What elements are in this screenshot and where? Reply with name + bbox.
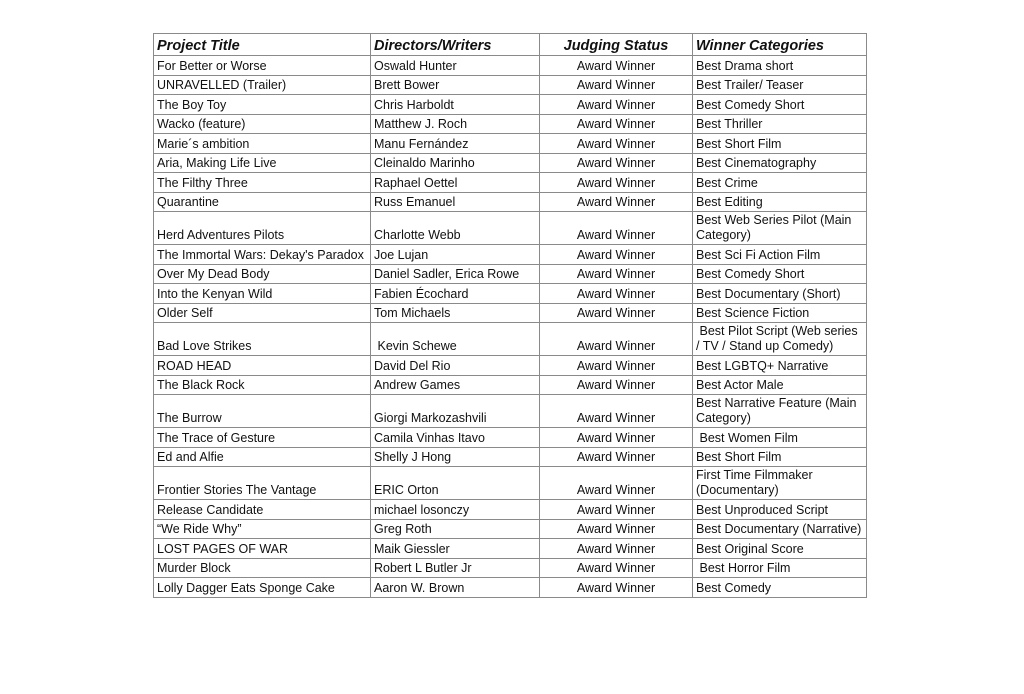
cell-project-title: Aria, Making Life Live: [154, 153, 371, 173]
cell-project-title: Lolly Dagger Eats Sponge Cake: [154, 578, 371, 598]
cell-director: Aaron W. Brown: [371, 578, 540, 598]
table-row: [154, 95, 867, 115]
cell-judging-status: Award Winner: [540, 558, 693, 578]
table-row: [154, 558, 867, 578]
cell-winner-category: Best Comedy Short: [693, 95, 867, 115]
table-row: [154, 539, 867, 559]
table-row: [154, 323, 867, 356]
cell-winner-category: Best Actor Male: [693, 375, 867, 395]
cell-project-title: Frontier Stories The Vantage: [154, 467, 371, 500]
cell-winner-category: Best Women Film: [693, 428, 867, 448]
cell-judging-status: Award Winner: [540, 500, 693, 520]
table-row: [154, 212, 867, 245]
cell-director: Brett Bower: [371, 75, 540, 95]
cell-judging-status: Award Winner: [540, 447, 693, 467]
cell-judging-status: Award Winner: [540, 578, 693, 598]
cell-winner-category: Best Comedy Short: [693, 264, 867, 284]
cell-winner-category: Best Comedy: [693, 578, 867, 598]
cell-winner-category: Best LGBTQ+ Narrative: [693, 356, 867, 376]
cell-winner-category: Best Original Score: [693, 539, 867, 559]
cell-director: Charlotte Webb: [371, 212, 540, 245]
cell-project-title: Wacko (feature): [154, 114, 371, 134]
cell-project-title: The Immortal Wars: Dekay's Paradox: [154, 245, 371, 265]
cell-winner-category: Best Unproduced Script: [693, 500, 867, 520]
cell-winner-category: Best Short Film: [693, 134, 867, 154]
cell-judging-status: Award Winner: [540, 56, 693, 76]
cell-director: David Del Rio: [371, 356, 540, 376]
cell-judging-status: Award Winner: [540, 212, 693, 245]
cell-judging-status: Award Winner: [540, 467, 693, 500]
table-row: [154, 114, 867, 134]
table-row: [154, 264, 867, 284]
cell-project-title: The Black Rock: [154, 375, 371, 395]
cell-judging-status: Award Winner: [540, 428, 693, 448]
header-judging-status: Judging Status: [540, 34, 693, 56]
table-row: [154, 375, 867, 395]
table-row: [154, 75, 867, 95]
cell-judging-status: Award Winner: [540, 75, 693, 95]
cell-judging-status: Award Winner: [540, 153, 693, 173]
cell-director: Oswald Hunter: [371, 56, 540, 76]
table-row: [154, 303, 867, 323]
cell-director: Russ Emanuel: [371, 192, 540, 212]
table-row: [154, 284, 867, 304]
cell-director: ERIC Orton: [371, 467, 540, 500]
cell-project-title: Bad Love Strikes: [154, 323, 371, 356]
cell-winner-category: First Time Filmmaker (Documentary): [693, 467, 867, 500]
cell-winner-category: Best Cinematography: [693, 153, 867, 173]
table-row: [154, 56, 867, 76]
cell-project-title: Herd Adventures Pilots: [154, 212, 371, 245]
table-row: [154, 578, 867, 598]
cell-director: Joe Lujan: [371, 245, 540, 265]
cell-director: Cleinaldo Marinho: [371, 153, 540, 173]
cell-winner-category: Best Narrative Feature (Main Category): [693, 395, 867, 428]
cell-director: Shelly J Hong: [371, 447, 540, 467]
table-row: [154, 467, 867, 500]
cell-winner-category: Best Science Fiction: [693, 303, 867, 323]
cell-project-title: Murder Block: [154, 558, 371, 578]
cell-judging-status: Award Winner: [540, 539, 693, 559]
cell-director: Camila Vinhas Itavo: [371, 428, 540, 448]
cell-project-title: The Burrow: [154, 395, 371, 428]
table-row: [154, 173, 867, 193]
cell-project-title: “We Ride Why”: [154, 519, 371, 539]
cell-project-title: Quarantine: [154, 192, 371, 212]
cell-judging-status: Award Winner: [540, 375, 693, 395]
table-row: [154, 519, 867, 539]
cell-project-title: For Better or Worse: [154, 56, 371, 76]
cell-director: Chris Harboldt: [371, 95, 540, 115]
cell-director: Manu Fernández: [371, 134, 540, 154]
table-row: [154, 245, 867, 265]
cell-project-title: ROAD HEAD: [154, 356, 371, 376]
cell-project-title: Ed and Alfie: [154, 447, 371, 467]
cell-judging-status: Award Winner: [540, 323, 693, 356]
header-directors-writers: Directors/Writers: [371, 34, 540, 56]
cell-project-title: Older Self: [154, 303, 371, 323]
cell-winner-category: Best Web Series Pilot (Main Category): [693, 212, 867, 245]
cell-judging-status: Award Winner: [540, 264, 693, 284]
table-row: [154, 153, 867, 173]
cell-judging-status: Award Winner: [540, 192, 693, 212]
cell-winner-category: Best Documentary (Narrative): [693, 519, 867, 539]
cell-project-title: Release Candidate: [154, 500, 371, 520]
cell-judging-status: Award Winner: [540, 284, 693, 304]
cell-project-title: UNRAVELLED (Trailer): [154, 75, 371, 95]
cell-project-title: Marie´s ambition: [154, 134, 371, 154]
cell-winner-category: Best Editing: [693, 192, 867, 212]
cell-winner-category: Best Documentary (Short): [693, 284, 867, 304]
cell-judging-status: Award Winner: [540, 356, 693, 376]
cell-judging-status: Award Winner: [540, 303, 693, 323]
cell-judging-status: Award Winner: [540, 95, 693, 115]
cell-director: Kevin Schewe: [371, 323, 540, 356]
table-row: [154, 134, 867, 154]
cell-project-title: Over My Dead Body: [154, 264, 371, 284]
cell-judging-status: Award Winner: [540, 134, 693, 154]
cell-winner-category: Best Short Film: [693, 447, 867, 467]
table-row: [154, 395, 867, 428]
cell-project-title: The Boy Toy: [154, 95, 371, 115]
cell-winner-category: Best Pilot Script (Web series / TV / Stand up Comedy): [693, 323, 867, 356]
cell-director: Robert L Butler Jr: [371, 558, 540, 578]
cell-judging-status: Award Winner: [540, 245, 693, 265]
table-row: [154, 428, 867, 448]
cell-director: Andrew Games: [371, 375, 540, 395]
cell-winner-category: Best Drama short: [693, 56, 867, 76]
cell-project-title: The Filthy Three: [154, 173, 371, 193]
header-winner-categories: Winner Categories: [693, 34, 867, 56]
cell-director: Maik Giessler: [371, 539, 540, 559]
cell-director: Daniel Sadler, Erica Rowe: [371, 264, 540, 284]
cell-judging-status: Award Winner: [540, 173, 693, 193]
table-row: [154, 447, 867, 467]
header-project-title: Project Title: [154, 34, 371, 56]
cell-project-title: The Trace of Gesture: [154, 428, 371, 448]
table-header-row: [154, 34, 867, 56]
cell-director: Fabien Écochard: [371, 284, 540, 304]
cell-director: Greg Roth: [371, 519, 540, 539]
cell-winner-category: Best Sci Fi Action Film: [693, 245, 867, 265]
table-row: [154, 356, 867, 376]
cell-director: Giorgi Markozashvili: [371, 395, 540, 428]
cell-winner-category: Best Thriller: [693, 114, 867, 134]
cell-director: michael losonczy: [371, 500, 540, 520]
cell-winner-category: Best Trailer/ Teaser: [693, 75, 867, 95]
cell-director: Matthew J. Roch: [371, 114, 540, 134]
cell-project-title: LOST PAGES OF WAR: [154, 539, 371, 559]
cell-winner-category: Best Crime: [693, 173, 867, 193]
table-row: [154, 192, 867, 212]
cell-winner-category: Best Horror Film: [693, 558, 867, 578]
award-winners-table: [153, 33, 867, 598]
cell-judging-status: Award Winner: [540, 395, 693, 428]
cell-director: Tom Michaels: [371, 303, 540, 323]
cell-judging-status: Award Winner: [540, 519, 693, 539]
table-row: [154, 500, 867, 520]
cell-project-title: Into the Kenyan Wild: [154, 284, 371, 304]
cell-judging-status: Award Winner: [540, 114, 693, 134]
cell-director: Raphael Oettel: [371, 173, 540, 193]
